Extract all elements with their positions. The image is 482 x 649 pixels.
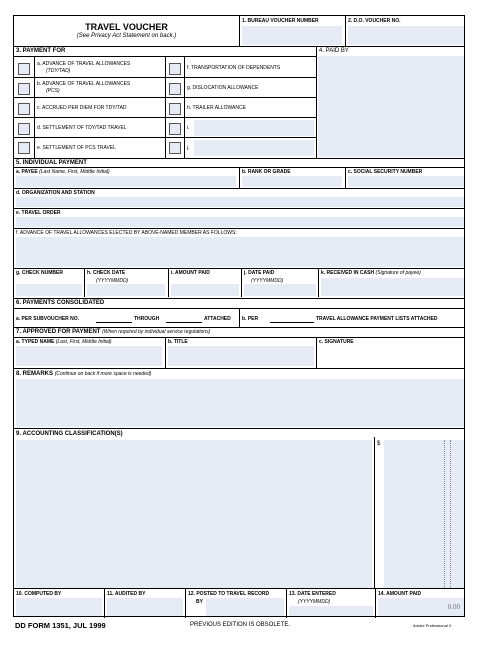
advance-elected-label: f. ADVANCE OF TRAVEL ALLOWANCES ELECTED BY ABOVE-NAMED MEMBER AS FOLLOWS: xyxy=(16,230,237,236)
paid-by-input[interactable] xyxy=(318,56,464,157)
individual-payment-heading: 5. INDIVIDUAL PAYMENT xyxy=(16,160,87,166)
item-g-label: g. DISLOCATION ALLOWANCE xyxy=(187,85,259,91)
date-entered-input[interactable] xyxy=(289,606,373,616)
computed-by-label: 10. COMPUTED BY xyxy=(16,591,62,597)
checkbox-other-j[interactable] xyxy=(169,142,181,154)
bureau-voucher-label: 1. BUREAU VOUCHER NUMBER xyxy=(242,18,319,24)
check-date-label: h. CHECK DATE xyxy=(87,270,126,276)
date-paid-input[interactable] xyxy=(244,284,316,296)
amount-paid-total-value: 0.00 xyxy=(447,603,460,611)
date-entered-label: 13. DATE ENTERED xyxy=(289,591,336,597)
checkbox-dislocation[interactable] xyxy=(169,83,181,95)
check-date-format: (YYYYMMDD) xyxy=(96,278,129,284)
item-a-label: a. ADVANCE OF TRAVEL ALLOWANCES xyxy=(37,61,131,67)
posted-label: 12. POSTED TO TRAVEL RECORD xyxy=(188,591,270,597)
checkbox-transport-dependents[interactable] xyxy=(169,63,181,75)
item-e-label: e. SETTLEMENT OF PCS TRAVEL xyxy=(37,145,116,151)
dollar-sign: $ xyxy=(377,441,381,447)
form-subtitle: (See Privacy Act Statement on back.) xyxy=(76,33,177,39)
subvoucher-to-input[interactable] xyxy=(166,322,202,323)
received-cash-label: k. RECEIVED IN CASH (Signature of payee) xyxy=(321,270,421,276)
item-j-input[interactable] xyxy=(194,140,314,156)
audited-by-label: 11. AUDITED BY xyxy=(107,591,146,597)
checkbox-advance-tdy[interactable] xyxy=(18,63,30,75)
amount-paid-input[interactable] xyxy=(171,284,239,296)
travel-voucher-form xyxy=(13,15,465,617)
accounting-heading: 9. ACCOUNTING CLASSIFICATION(S) xyxy=(16,431,123,437)
item-i-label: i. xyxy=(187,125,190,131)
ssn-input[interactable] xyxy=(348,176,464,187)
check-number-label: g. CHECK NUMBER xyxy=(16,270,63,276)
payments-consolidated-heading: 6. PAYMENTS CONSOLIDATED xyxy=(16,300,105,306)
item-i-input[interactable] xyxy=(194,120,314,136)
signature-label: c. SIGNATURE xyxy=(319,339,354,345)
item-j-label: j. xyxy=(187,145,190,151)
obsolete-notice: PREVIOUS EDITION IS OBSOLETE. xyxy=(190,622,291,628)
checkbox-settlement-tdy[interactable] xyxy=(18,123,30,135)
advance-elected-input[interactable] xyxy=(16,237,464,267)
remarks-heading: 8. REMARKS (Continue on back if more space is needed) xyxy=(16,371,152,377)
accounting-amount-input[interactable] xyxy=(384,440,464,588)
subvoucher-from-input[interactable] xyxy=(96,322,132,323)
payee-input[interactable] xyxy=(16,176,236,187)
org-station-label: d. ORGANIZATION AND STATION xyxy=(16,190,95,196)
checkbox-settlement-pcs[interactable] xyxy=(18,142,30,154)
accounting-input[interactable] xyxy=(16,440,372,588)
form-title: TRAVEL VOUCHER xyxy=(85,22,168,32)
computed-by-input[interactable] xyxy=(16,598,102,616)
rank-input[interactable] xyxy=(242,176,342,187)
per-lists-input[interactable] xyxy=(270,322,314,323)
item-b-sub: (PCS) xyxy=(46,88,60,94)
posted-by-label: BY xyxy=(196,599,203,605)
date-entered-format: (YYYYMMDD) xyxy=(298,599,331,605)
date-paid-label: j. DATE PAID xyxy=(244,270,275,276)
typed-name-label: a. TYPED NAME (Last, First, Middle Initial) xyxy=(16,339,112,345)
posted-by-input[interactable] xyxy=(206,598,284,616)
through-label: THROUGH xyxy=(134,316,160,322)
checkbox-advance-pcs[interactable] xyxy=(18,83,30,95)
amount-paid-label: i. AMOUNT PAID xyxy=(171,270,210,276)
date-paid-format: (YYYYMMDD) xyxy=(251,278,284,284)
checkbox-accrued-per-diem[interactable] xyxy=(18,103,30,115)
remarks-input[interactable] xyxy=(16,379,464,427)
producer-label: Adobe Professional X xyxy=(413,623,452,628)
attached-label: ATTACHED xyxy=(204,316,231,322)
item-a-sub: (TDY/TAD) xyxy=(46,68,71,74)
item-d-label: d. SETTLEMENT OF TDY/TAD TRAVEL xyxy=(37,125,127,131)
do-voucher-input[interactable] xyxy=(348,26,464,45)
lists-attached-label: TRAVEL ALLOWANCE PAYMENT LISTS ATTACHED xyxy=(316,316,438,322)
form-id: DD FORM 1351, JUL 1999 xyxy=(15,621,106,630)
paid-by-label: 4. PAID BY xyxy=(319,48,349,54)
checkbox-trailer[interactable] xyxy=(169,103,181,115)
form-title-block xyxy=(14,16,239,46)
checkbox-other-i[interactable] xyxy=(169,123,181,135)
item-f-label: f. TRANSPORTATION OF DEPENDENTS xyxy=(187,65,281,71)
approver-title-input[interactable] xyxy=(168,346,314,366)
item-b-label: b. ADVANCE OF TRAVEL ALLOWANCES xyxy=(37,81,131,87)
approver-title-label: b. TITLE xyxy=(168,339,188,345)
payment-for-heading: 3. PAYMENT FOR xyxy=(16,48,66,54)
payee-label: a. PAYEE (Last Name, First, Middle Initial) xyxy=(16,169,110,175)
org-station-input[interactable] xyxy=(16,197,464,207)
rank-label: b. RANK OR GRADE xyxy=(242,169,291,175)
ssn-label: c. SOCIAL SECURITY NUMBER xyxy=(348,169,423,175)
amount-paid-total-label: 14. AMOUNT PAID xyxy=(378,591,422,597)
travel-order-input[interactable] xyxy=(16,217,464,227)
item-h-label: h. TRAILER ALLOWANCE xyxy=(187,105,246,111)
audited-by-input[interactable] xyxy=(107,598,183,616)
check-date-input[interactable] xyxy=(87,284,165,296)
per-label: b. PER xyxy=(242,316,259,322)
received-cash-input[interactable] xyxy=(321,278,464,296)
check-number-input[interactable] xyxy=(16,284,82,296)
travel-order-label: e. TRAVEL ORDER xyxy=(16,210,61,216)
bureau-voucher-input[interactable] xyxy=(242,26,342,45)
approved-heading: 7. APPROVED FOR PAYMENT (When required by individual service regulations) xyxy=(16,329,211,335)
per-subvoucher-label: a. PER SUBVOUCHER NO. xyxy=(16,316,80,322)
item-c-label: c. ACCRUED PER DIEM FOR TDY/TAD xyxy=(37,105,127,111)
do-voucher-label: 2. D.O. VOUCHER NO. xyxy=(348,18,401,24)
typed-name-input[interactable] xyxy=(16,346,162,366)
